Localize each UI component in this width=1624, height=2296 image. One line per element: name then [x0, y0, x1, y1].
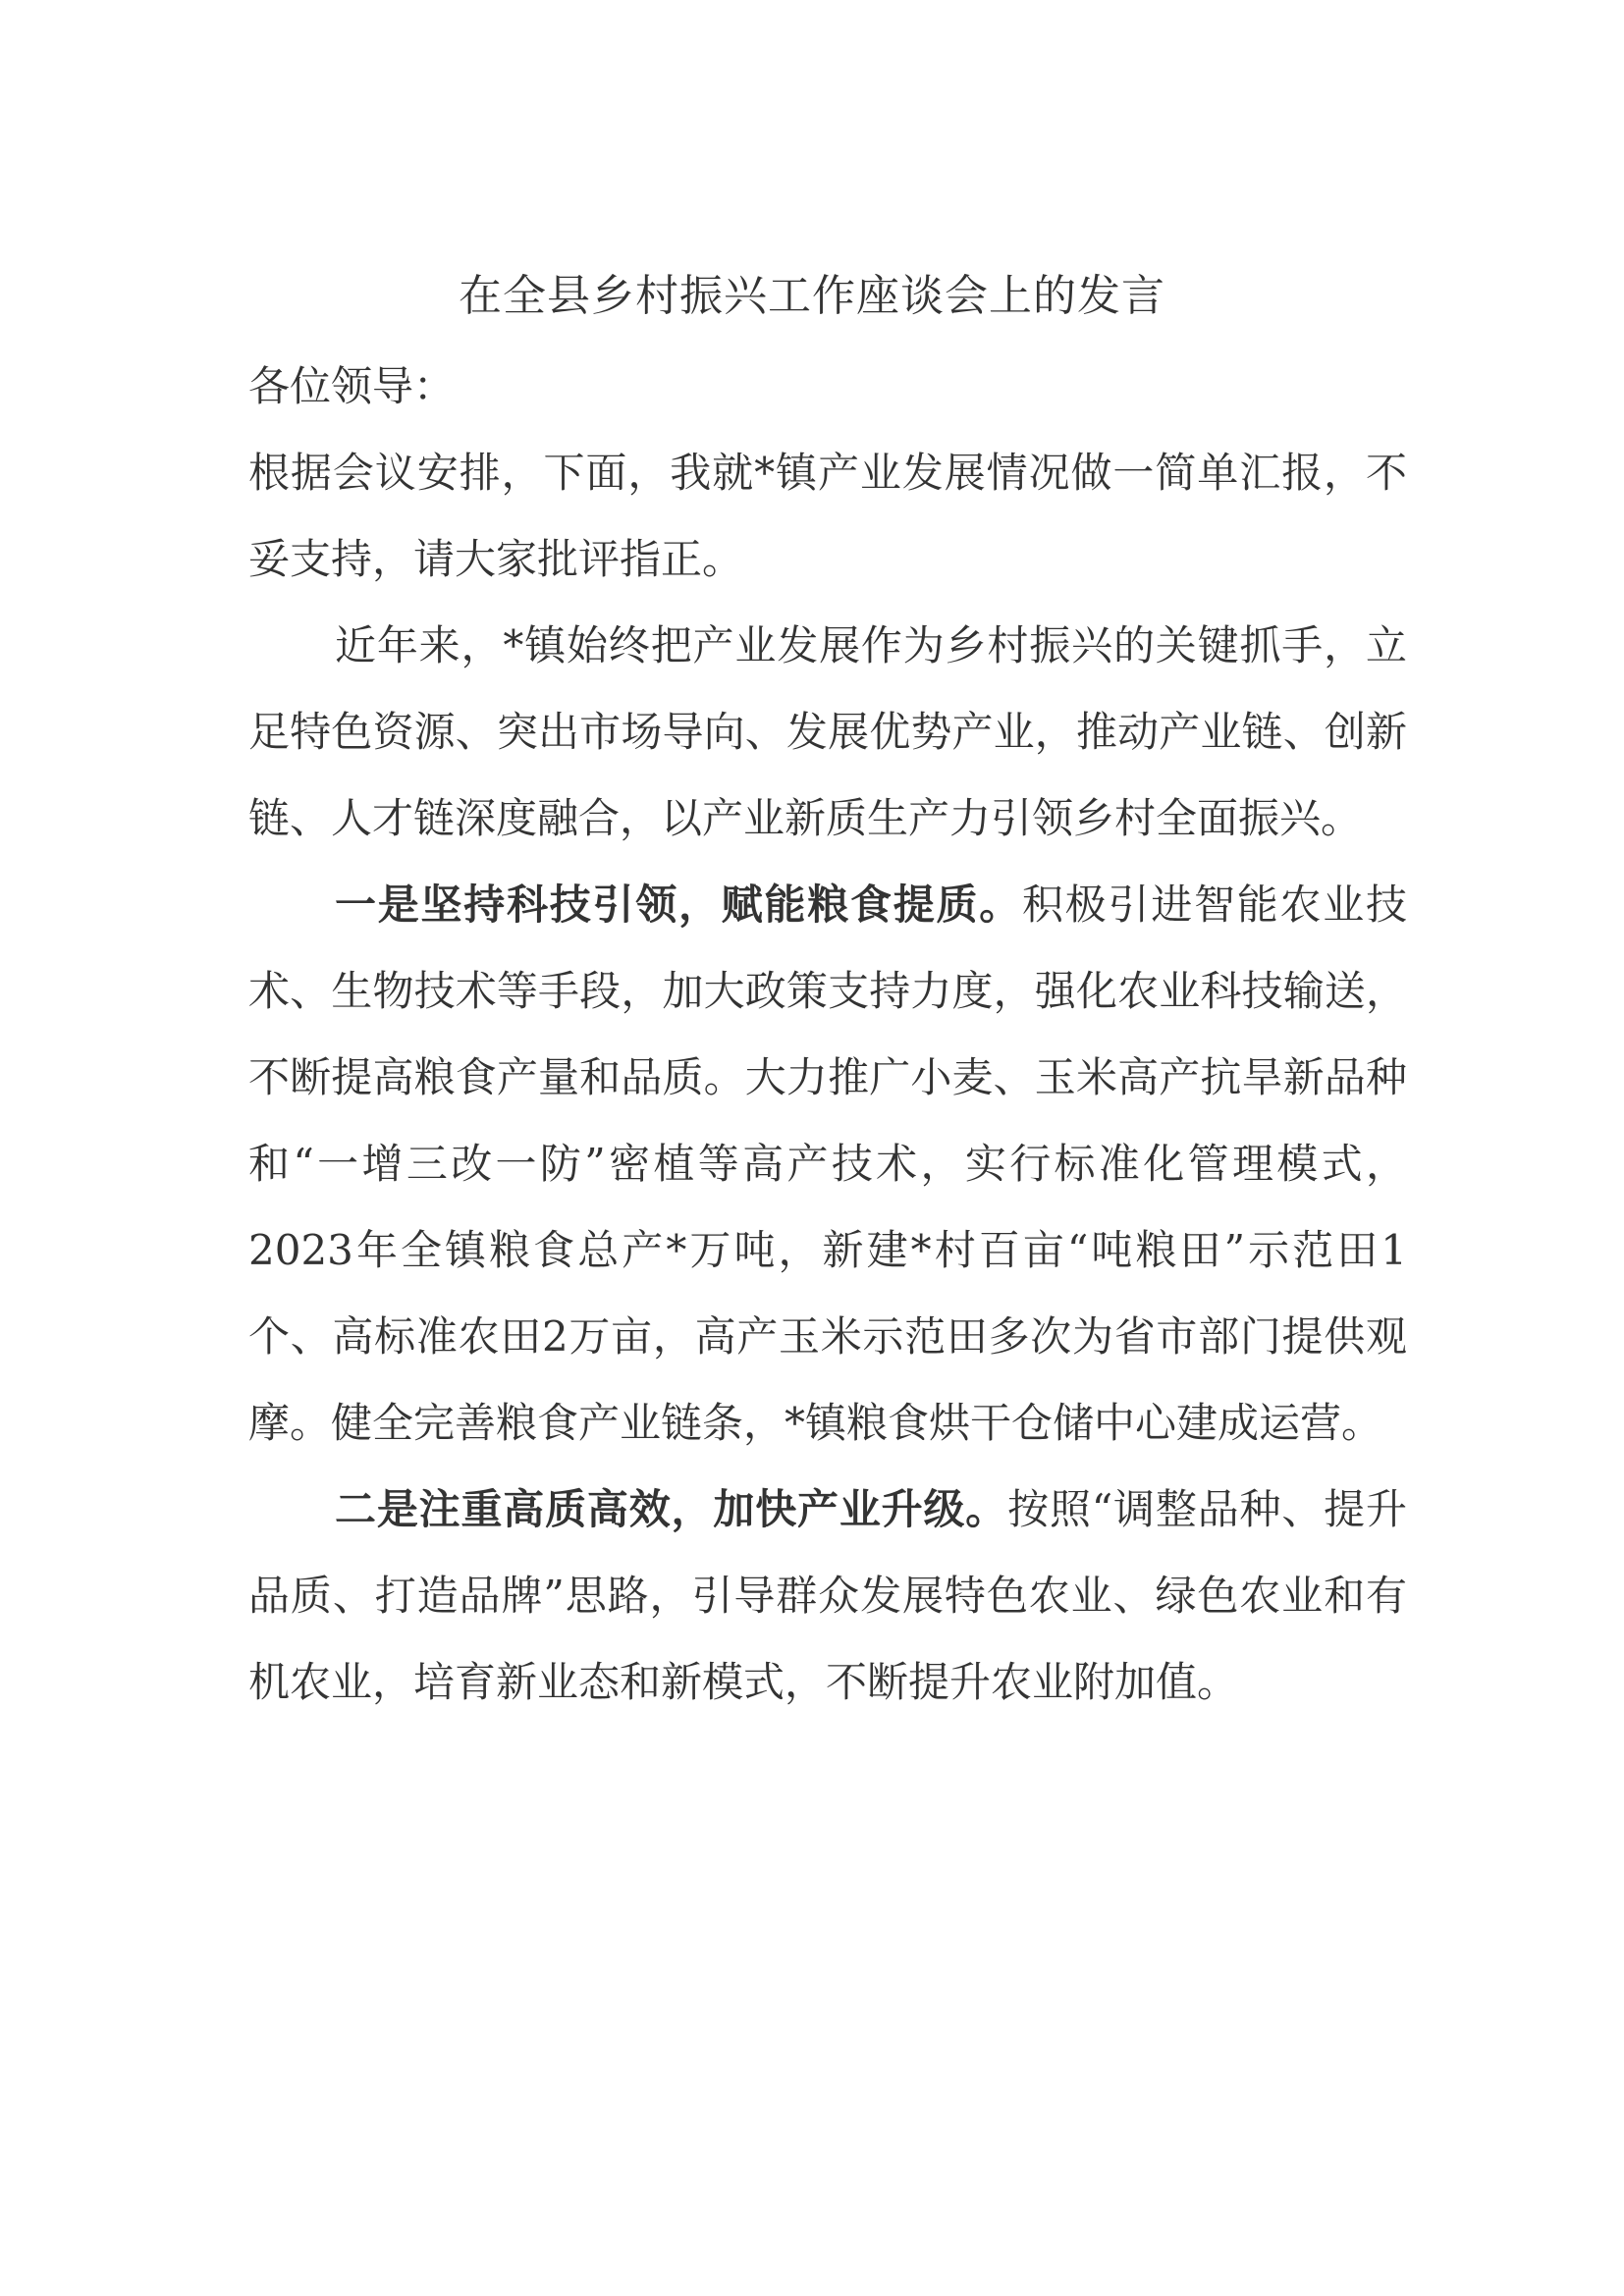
- section-paragraph-1: [248, 862, 1407, 1467]
- document-body: [248, 344, 1407, 1726]
- intro-paragraph: 根据会议安排，下面，我就*镇产业发展情况做一简单汇报，不妥支持，请大家批评指正。: [248, 449, 1407, 583]
- section-1-body: 积极引进智能农业技术、生物技术等手段，加大政策支持力度，强化农业科技输送，不断提高粮食产量和品质。大力推广小麦、玉米高产抗旱新品种和“一增三改一防”密植等高产技术，实行标准化管理模式，2023年全镇粮食总产*万吨，新建*村百亩“吨粮田”示范田1个、高标准农田2万亩，高产玉米示范田多次为省市部门提供观摩。健全完善粮食产业链条，*镇粮食烘干仓储中心建成运营。: [248, 881, 1407, 1447]
- salutation: 各位领导：: [248, 362, 456, 410]
- section-paragraph-2: [248, 1467, 1407, 1726]
- overview-paragraph: 近年来，*镇始终把产业发展作为乡村振兴的关键抓手，立足特色资源、突出市场导向、发展优势产业，推动产业链、创新链、人才链深度融合，以产业新质生产力引领乡村全面振兴。: [248, 621, 1407, 842]
- section-2-body: 按照“调整品种、提升品质、打造品牌”思路，引导群众发展特色农业、绿色农业和有机农业，培育新业态和新模式，不断提升农业附加值。: [248, 1485, 1407, 1706]
- section-2-lead: 二是注重高质高效，加快产业升级。: [335, 1485, 1008, 1533]
- document-title: 在全县乡村振兴工作座谈会上的发言: [459, 271, 1165, 321]
- section-1-lead: 一是坚持科技引领，赋能粮食提质。: [335, 881, 1022, 929]
